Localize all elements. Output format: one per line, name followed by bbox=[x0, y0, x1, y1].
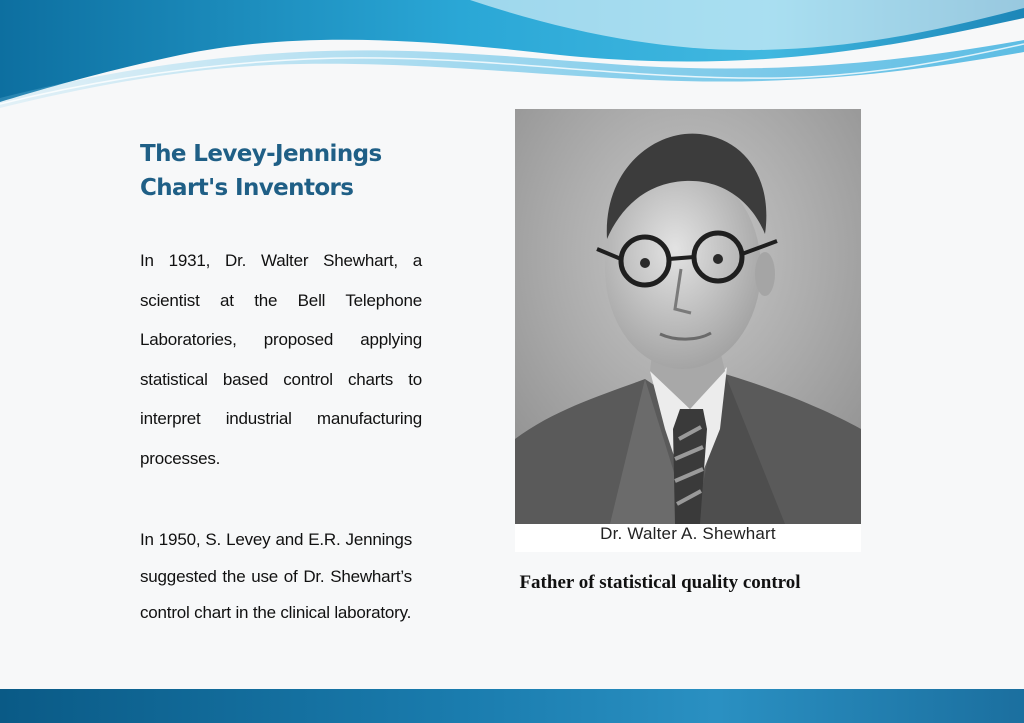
paragraph-levey-jennings-1950: In 1950, S. Levey and E.R. Jennings suggested the use of Dr. Shewhart’s control chart in the clinical laboratory. bbox=[140, 530, 412, 622]
portrait-label: Dr. Walter A. Shewhart bbox=[600, 524, 776, 543]
portrait-image bbox=[515, 109, 861, 552]
slide-title: The Levey-Jennings Chart's Inventors bbox=[140, 141, 382, 201]
footer-bar bbox=[0, 689, 1024, 723]
portrait-caption: Father of statistical quality control bbox=[519, 572, 801, 593]
header-wave-decoration bbox=[0, 0, 1024, 110]
portrait-photo bbox=[515, 109, 861, 552]
paragraph-shewhart-1931: In 1931, Dr. Walter Shewhart, a scientist at the Bell Telephone Laboratories, proposed applying statistical based control charts to interpret industrial manufacturing processes. bbox=[140, 251, 422, 468]
